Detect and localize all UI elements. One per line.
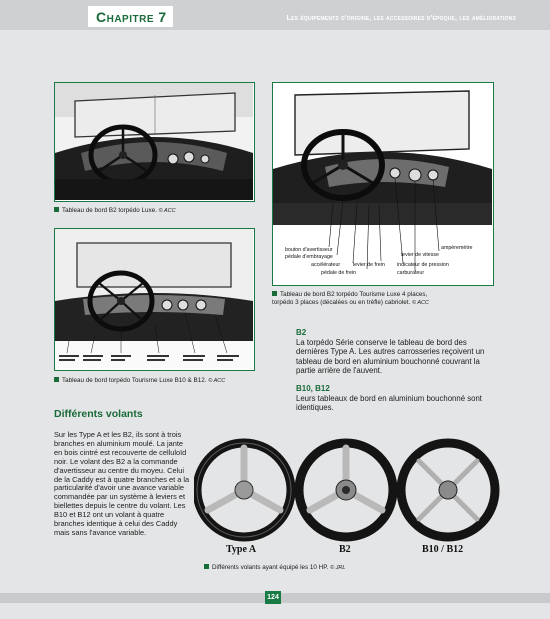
chapter-title: Chapitre 7 xyxy=(96,9,167,25)
b10-heading: B10, B12 xyxy=(296,384,330,393)
steering-wheel-type-a xyxy=(197,443,291,537)
callout-indicateur: indicateur de pression xyxy=(397,262,449,268)
steering-wheels-photo xyxy=(194,436,500,544)
caption-b2-tourisme: Tableau de bord B2 torpédo Tourisme Luxe 4 places, torpédo 3 places (décalées ou en trèfle) cabriolet. © ACC xyxy=(272,291,430,306)
callout-bouton: bouton d'avertisseur xyxy=(285,247,333,253)
callout-ammetre: ampèremètre xyxy=(441,245,473,251)
caption-bullet-icon xyxy=(272,291,277,296)
caption-bullet-icon xyxy=(54,377,59,382)
b2-heading: B2 xyxy=(296,328,307,337)
dashboard-photo-image xyxy=(273,83,492,284)
callout-pedale-frein: pédale de frein xyxy=(321,270,357,276)
photo-b10-dashboard xyxy=(54,228,255,371)
steering-wheel-b10-b12 xyxy=(401,443,495,537)
callout-levier-vitesse: levier de vitesse xyxy=(401,252,439,258)
wheel-label-type-a: Type A xyxy=(226,544,257,555)
caption-bullet-icon xyxy=(204,564,209,569)
volants-paragraph: Sur les Type A et les B2, ils sont à trois branches en aluminium moulé. La jante en bois cintré est recouverte de celluloïd noir. Le volant des B2 a la commande d'avertisseur au centre du moyeu. Celui de la Caddy est à quatre branches et a la particularité d'avoir une avance variable commandée par un système à leviers et biellettes depuis le centre du volant. Les B10 et B12 ont un volant à quatre branches identique à celui des Caddy mais sans l'avance variable. xyxy=(54,430,190,537)
callout-accelerateur: accélérateur xyxy=(311,262,341,268)
wheel-label-b2: B2 xyxy=(339,544,351,555)
callout-levier-frein: levier de frein xyxy=(353,262,385,268)
caption-b10: Tableau de bord torpédo Tourisme Luxe B10 & B12. © ACC xyxy=(54,377,225,385)
b10-paragraph: Leurs tableaux de bord en aluminium bouchonné sont identiques. xyxy=(296,394,482,413)
dashboard-photo-image xyxy=(55,229,253,369)
b2-paragraph: La torpédo Série conserve le tableau de bord des dernières Type A. Les autres carrosseries reçoivent un tableau de bord en aluminium bouchonné couvrant la partie arrière de l'auvent. xyxy=(296,338,485,376)
photo-b2-dashboard xyxy=(54,82,255,202)
caption-bullet-icon xyxy=(54,207,59,212)
dashboard-photo-image xyxy=(55,83,253,200)
photo-b2-tourisme-dashboard xyxy=(272,82,494,286)
caption-b2: Tableau de bord B2 torpédo Luxe. © ACC xyxy=(54,207,176,215)
page-number: 124 xyxy=(265,591,281,604)
volants-title: Différents volants xyxy=(54,408,143,420)
callout-carburateur: carburateur xyxy=(397,270,425,276)
running-title: Les équipements d'origine, les accessoires d'époque, les améliorations xyxy=(286,15,516,22)
callout-pedale-embrayage: pédale d'embrayage xyxy=(285,254,333,260)
caption-volants: Différents volants ayant équipé les 10 HP. © JRL xyxy=(204,564,345,572)
steering-wheel-b2 xyxy=(299,443,393,537)
wheel-label-b10-b12: B10 / B12 xyxy=(422,544,464,555)
